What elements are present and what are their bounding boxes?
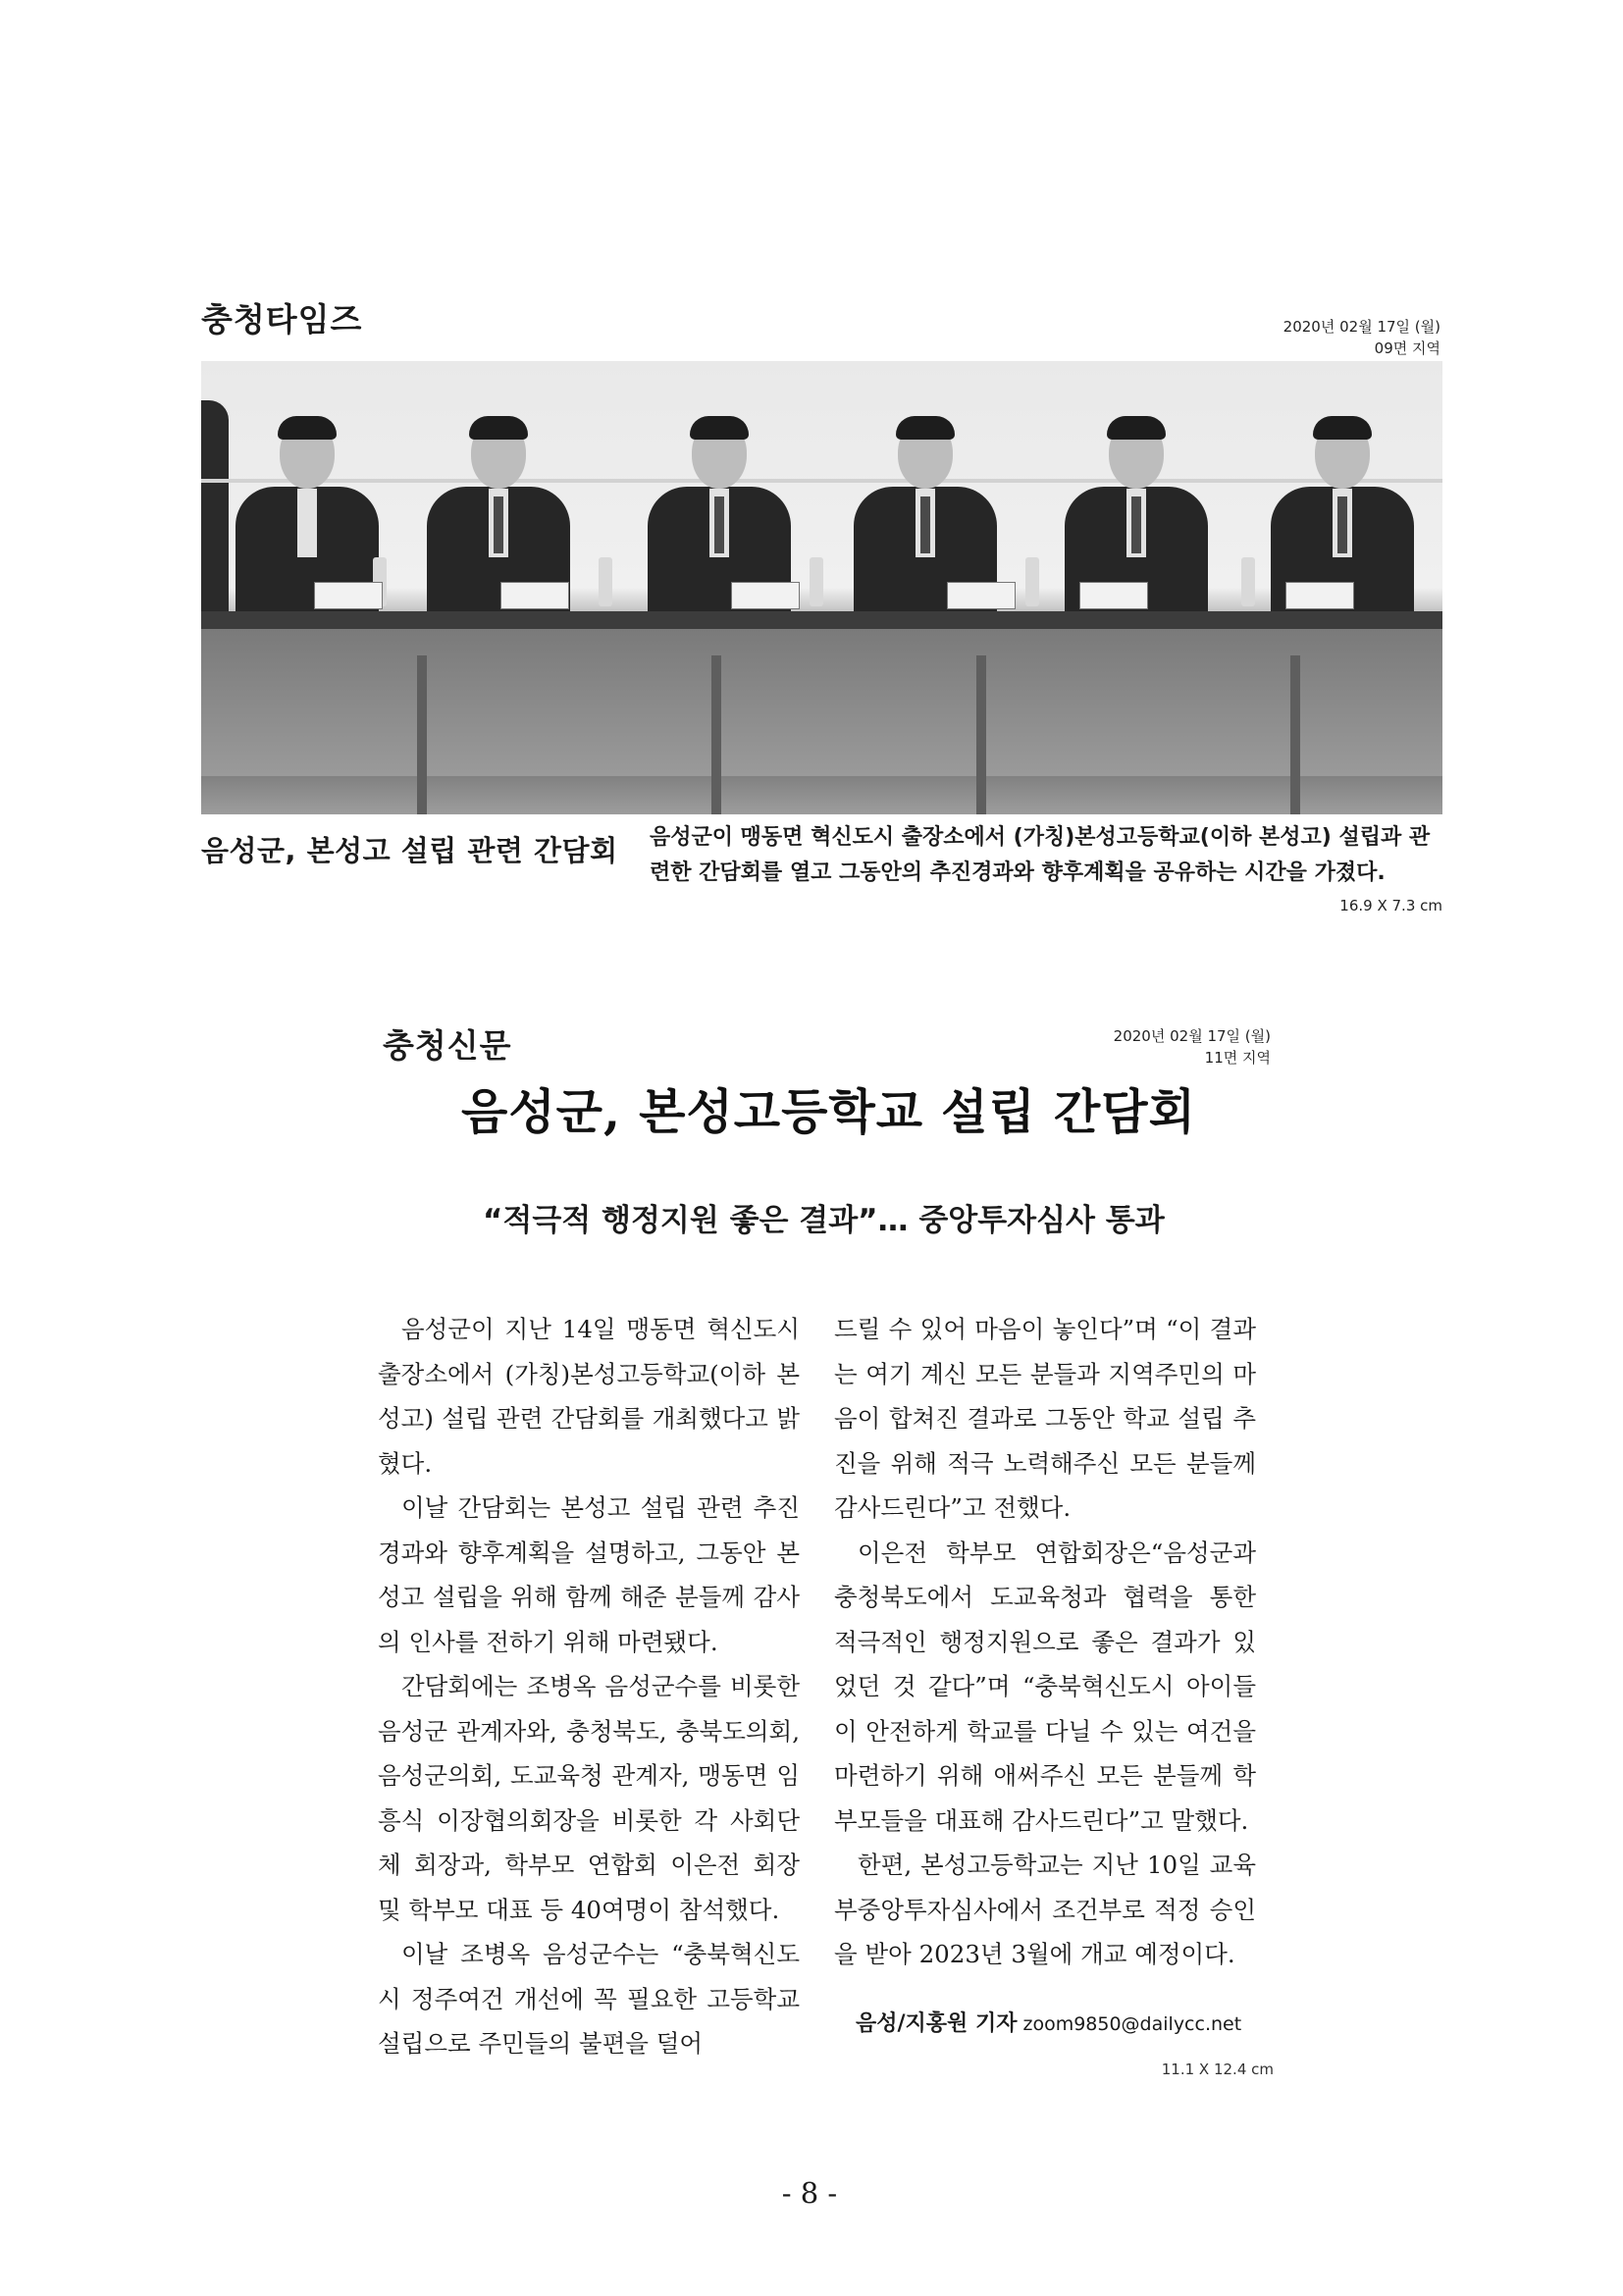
article-subhead: “적극적 행정지원 좋은 결과”… 중앙투자심사 통과 xyxy=(483,1203,1165,1238)
nameplate xyxy=(947,582,1016,609)
clip1-section: 09면 지역 xyxy=(1374,339,1440,357)
table-leg xyxy=(976,655,986,814)
flag-shape xyxy=(201,400,229,646)
paragraph: 이날 조병옥 음성군수는 “충북혁신도시 정주여건 개선에 꼭 필요한 고등학교 설립으로 주민들의 불편을 덜어 xyxy=(378,1940,800,2058)
nameplate xyxy=(1285,582,1354,609)
page-number: - 8 - xyxy=(781,2176,838,2210)
bottle xyxy=(1025,557,1039,606)
nameplate xyxy=(500,582,569,609)
news-photo xyxy=(201,361,1442,814)
clip2-date: 2020년 02월 17일 (월) xyxy=(1113,1027,1271,1045)
nameplate xyxy=(314,582,383,609)
nameplate xyxy=(1079,582,1148,609)
bottle xyxy=(599,557,612,606)
table-top xyxy=(201,611,1442,629)
photo-caption-title: 음성군, 본성고 설립 관련 간담회 xyxy=(201,834,618,867)
paragraph: 이날 간담회는 본성고 설립 관련 추진경과와 향후계획을 설명하고, 그동안 본성고 설립을 위해 함께 해준 분들께 감사의 인사를 전하기 위해 마련됐다. xyxy=(378,1493,800,1656)
paragraph: 이은전 학부모 연합회장은“음성군과 충청북도에서 도교육청과 협력을 통한 적극적인 행정지원으로 좋은 결과가 있었던 것 같다”며 “충북혁신도시 아이들이 안전하게 학교를 다닐 수 있는 여건을 마련하기 위해 애써주신 모든 분들께 학부모들을 대표해 감사드린다”고 말했다. xyxy=(834,1538,1256,1835)
clip1-size: 16.9 X 7.3 cm xyxy=(1339,897,1442,914)
byline-author: 음성/지홍원 기자 xyxy=(856,2011,1018,2036)
paragraph: 한편, 본성고등학교는 지난 10일 교육부중앙투자심사에서 조건부로 적정 승인을 받아 2023년 3월에 개교 예정이다. xyxy=(834,1851,1256,1968)
nameplate xyxy=(731,582,800,609)
table-leg xyxy=(711,655,721,814)
paragraph: 음성군이 지난 14일 맹동면 혁신도시 출장소에서 (가칭)본성고등학교(이하 본성고) 설립 관련 간담회를 개최했다고 밝혔다. xyxy=(378,1315,800,1478)
table-leg xyxy=(417,655,427,814)
article-byline xyxy=(856,2007,1241,2037)
bottle xyxy=(1241,557,1255,606)
clip1-date: 2020년 02월 17일 (월) xyxy=(1283,318,1440,336)
clip2-size: 11.1 X 12.4 cm xyxy=(1161,2061,1274,2078)
clip2-section: 11면 지역 xyxy=(1204,1049,1271,1067)
bottle xyxy=(810,557,823,606)
table-front xyxy=(201,629,1442,776)
clip1-publication: 충청타임즈 xyxy=(201,300,363,339)
photo-caption: 음성군이 맹동면 혁신도시 출장소에서 (가칭)본성고등학교(이하 본성고) 설립과 관련한 간담회를 열고 그동안의 추진경과와 향후계획을 공유하는 시간을 가졌다. xyxy=(650,825,1431,885)
clip2-publication: 충청신문 xyxy=(383,1026,512,1065)
clip1-meta xyxy=(1178,316,1440,359)
paragraph: 드릴 수 있어 마음이 놓인다”며 “이 결과는 여기 계신 모든 분들과 지역주민의 마음이 합쳐진 결과로 그동안 학교 설립 추진을 위해 적극 노력해주신 모든 분들께 감사드린다”고 전했다. xyxy=(834,1315,1256,1522)
article-column-1 xyxy=(378,1307,800,2066)
byline-email: zoom9850@dailycc.net xyxy=(1022,2013,1242,2035)
clip2-meta xyxy=(1025,1025,1271,1069)
table-leg xyxy=(1290,655,1300,814)
wall-line xyxy=(201,479,1442,483)
paragraph: 간담회에는 조병옥 음성군수를 비롯한 음성군 관계자와, 충청북도, 충북도의회, 음성군의회, 도교육청 관계자, 맹동면 임흥식 이장협의회장을 비롯한 각 사회단체 회장과, 학부모 연합회 이은전 회장 및 학부모 대표 등 40여명이 참석했다. xyxy=(378,1672,800,1924)
article-column-2 xyxy=(834,1307,1256,1977)
article-headline: 음성군, 본성고등학교 설립 간담회 xyxy=(461,1083,1196,1140)
